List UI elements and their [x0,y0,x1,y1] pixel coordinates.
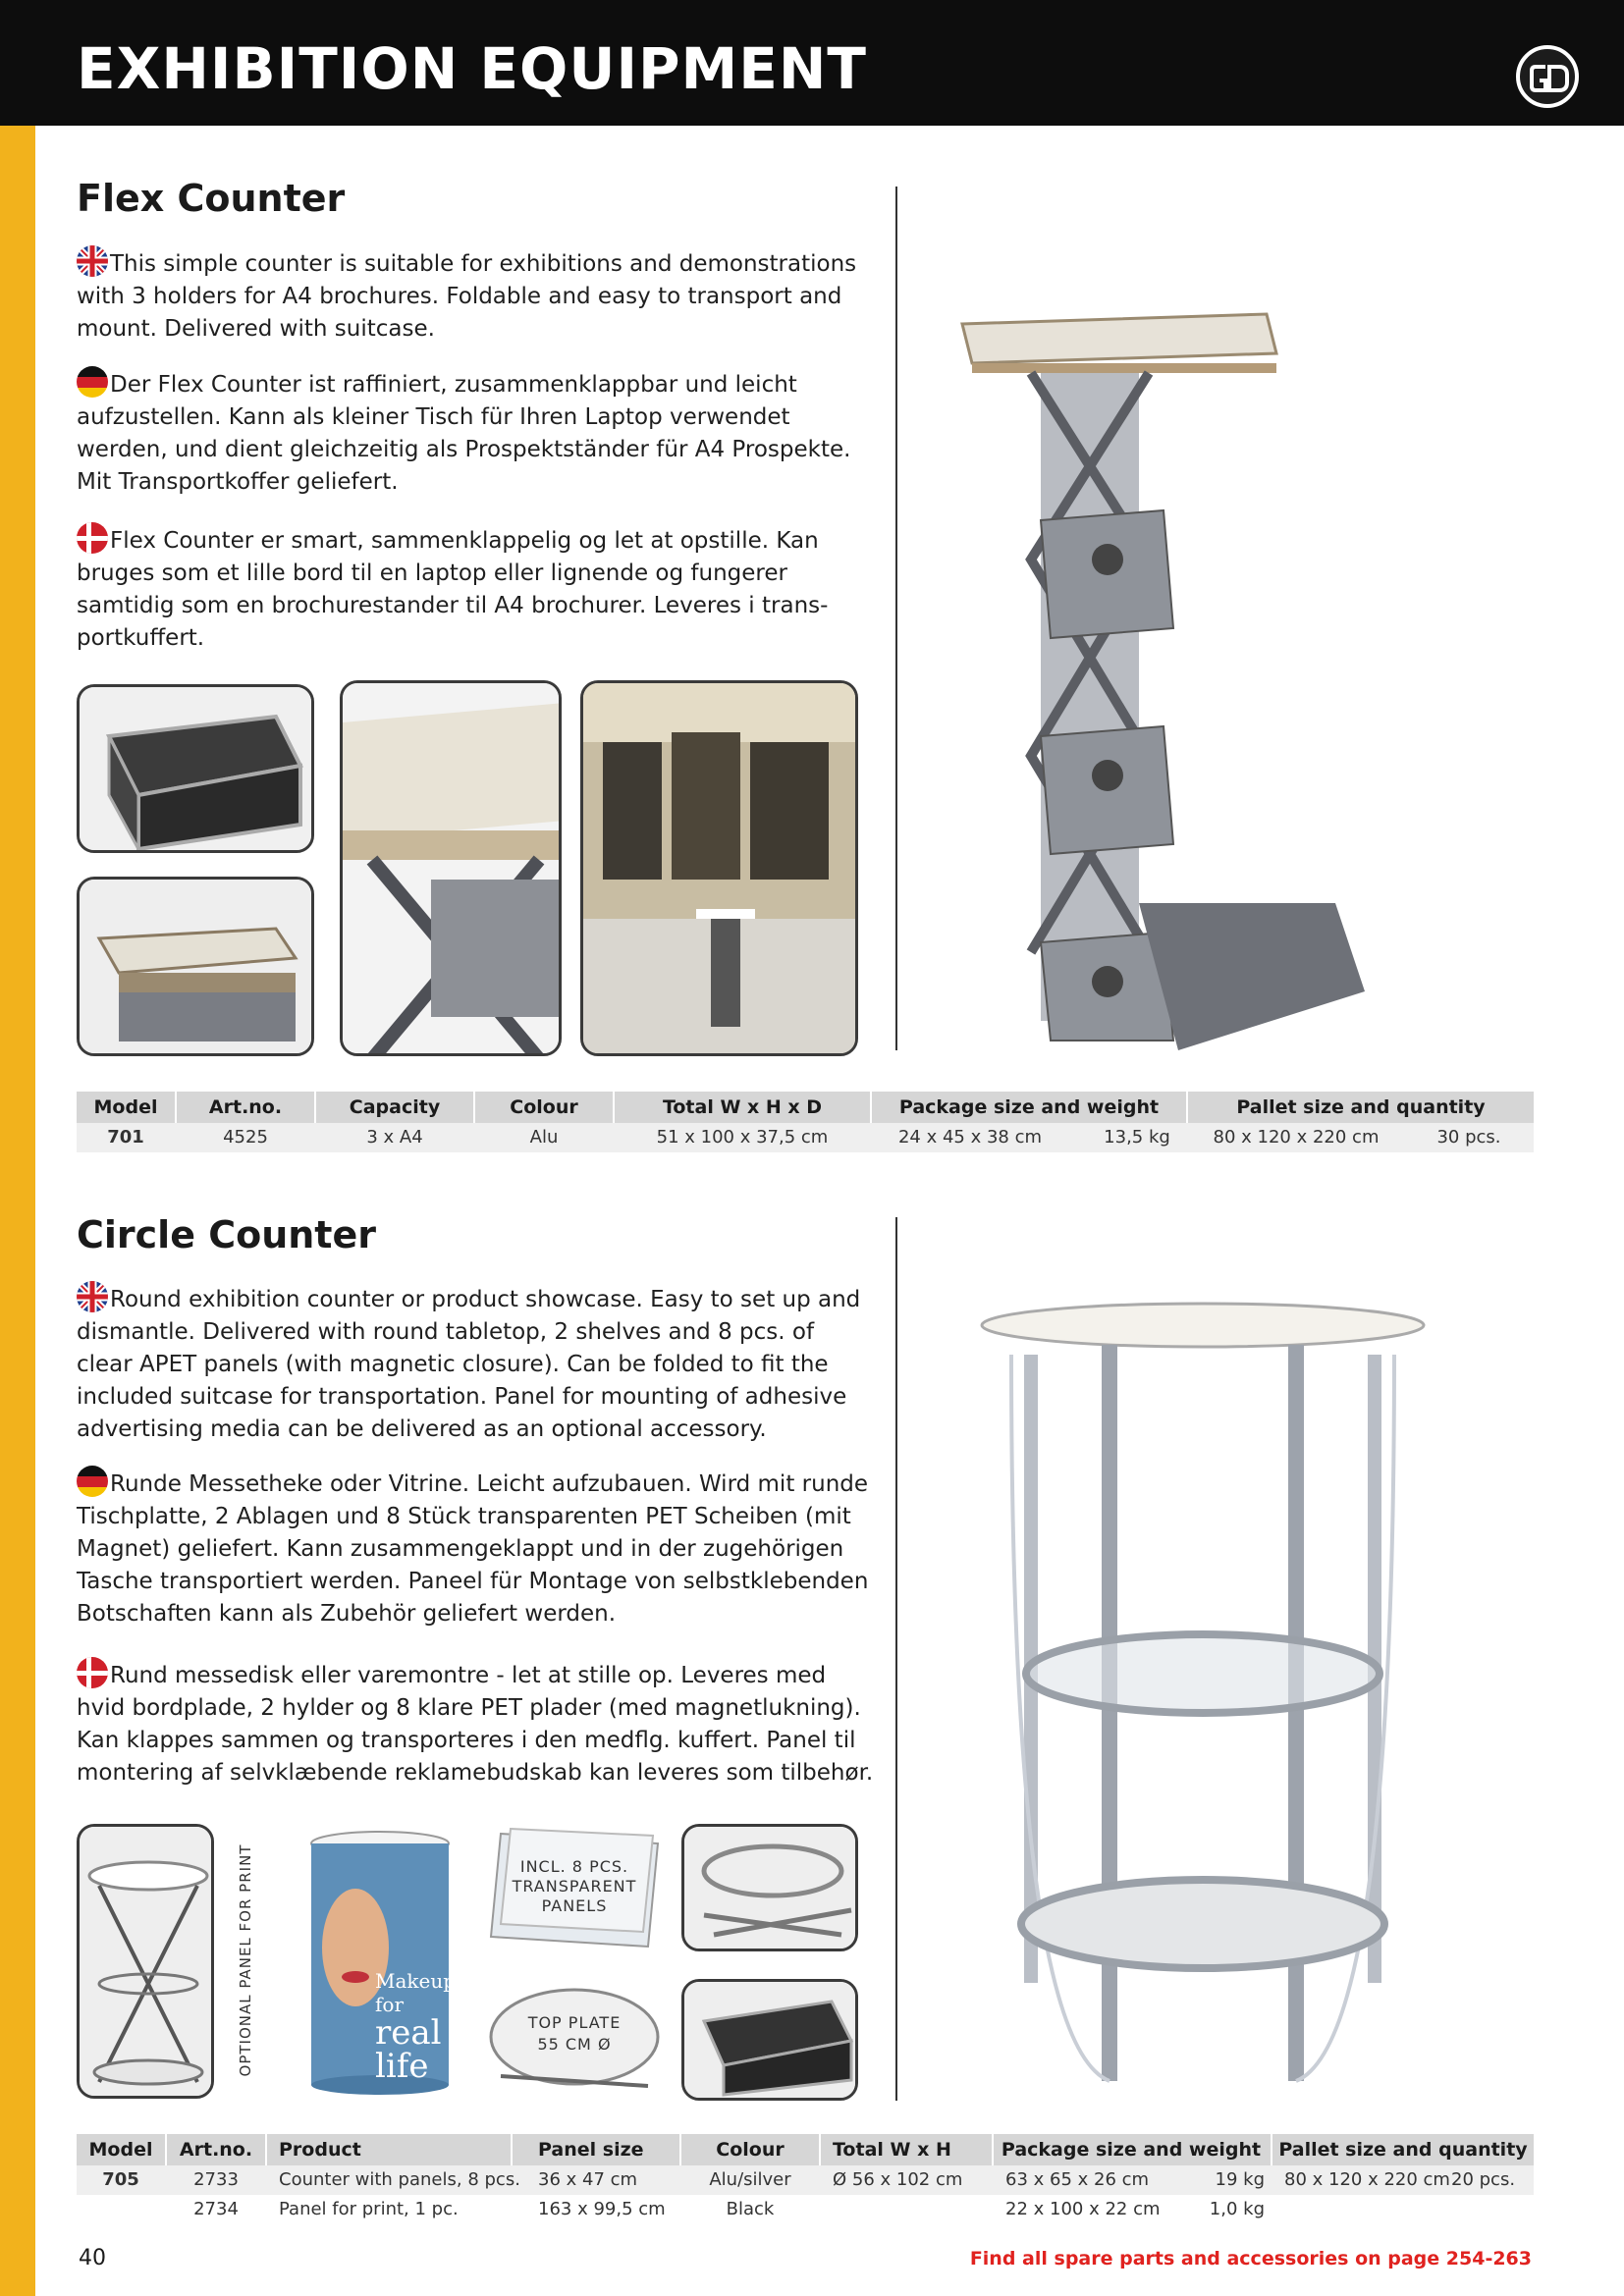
page-number: 40 [79,2246,106,2270]
panels-caption-line: INCL. 8 PCS. [519,1857,629,1876]
flex-suitcase-thumbnail [77,684,314,853]
flex-dk-text: Flex Counter er smart, sammenklappelig og let at opstille. Kan bruges som et lille bord til en laptop eller lignende og fungerer samtidig som en brochurestander til A4 brochurer. Leveres i trans-portkuffert. [77,528,829,651]
top-plate-caption-line: 55 CM Ø [537,2035,612,2054]
flex-folded-thumbnail [77,877,314,1056]
transparent-panels-image [481,1824,668,1951]
circle-table-header-row [77,2134,1534,2165]
circle-counter-title: Circle Counter [77,1213,376,1256]
header-model: Model [88,2139,153,2161]
top-plate-caption-line: TOP PLATE [527,2013,622,2032]
cell-model: 705 [102,2169,139,2190]
cell-pallet-size: 80 x 120 x 220 cm [1284,2169,1450,2190]
cell-total: Ø 56 x 102 cm [833,2169,963,2190]
circle-dk-paragraph [77,1657,877,1789]
cell-artno: 4525 [223,1127,268,1148]
header-package: Package size and weight [1001,2139,1262,2161]
cell-package-weight: 1,0 kg [1209,2199,1265,2219]
uk-flag-icon [77,1281,108,1312]
circle-suitcase-thumbnail [681,1979,858,2101]
cell-panel-size: 163 x 99,5 cm [538,2199,666,2219]
banner-word: life [375,2047,429,2086]
header-model: Model [93,1096,158,1118]
cell-product: Counter with panels, 8 pcs. [279,2169,520,2190]
page-header [0,0,1624,126]
header-pallet: Pallet size and quantity [1236,1096,1486,1118]
circle-de-text: Runde Messetheke oder Vitrine. Leicht aufzubauen. Wird mit runde Tischplatte, 2 Ablagen und 8 Stück transparenten PET Scheiben (mit Magnet) geliefert. Kann zusammengeklappt und in der zugehörigen Tasche transportiert werden. Paneel für Montage von selbstklebenden Botschaften kann als Zubehör geliefert werden. [77,1471,869,1627]
circle-en-paragraph [77,1281,877,1446]
danish-flag-icon [77,1657,108,1688]
banner-word: Makeup [375,1969,457,1993]
circle-folded-frame-thumbnail [681,1824,858,1951]
cell-capacity: 3 x A4 [366,1127,423,1148]
cell-package-weight: 13,5 kg [1104,1127,1170,1148]
circle-counter-main-image [972,1296,1434,2101]
banner-word: real [375,2013,442,2053]
header-capacity: Capacity [349,1096,441,1118]
german-flag-icon [77,366,108,398]
optional-panel-caption: OPTIONAL PANEL FOR PRINT [237,1843,254,2077]
cell-artno: 2733 [193,2169,239,2190]
cell-model [77,2195,165,2224]
header-total: Total W x H x D [662,1096,823,1118]
cell-artno: 2734 [193,2199,239,2219]
header-colour: Colour [510,1096,578,1118]
uk-flag-icon [77,245,108,277]
cell-total: 51 x 100 x 37,5 cm [656,1127,829,1148]
optional-panel-image [228,1824,456,2101]
column-divider [895,1217,897,2101]
cell-colour: Alu [529,1127,559,1148]
panels-caption-line: TRANSPARENT [512,1877,637,1896]
table-row [77,1123,1534,1152]
header-panel-size: Panel size [538,2139,644,2161]
flex-table-header-row [77,1092,1534,1123]
danish-flag-icon [77,522,108,554]
table-row [77,2195,1534,2224]
cell-package-weight: 19 kg [1215,2169,1265,2190]
header-product: Product [279,2139,361,2161]
panels-caption-line: PANELS [541,1896,608,1915]
header-total: Total W x H [833,2139,951,2161]
header-artno: Art.no. [179,2139,253,2161]
page-title: EXHIBITION EQUIPMENT [77,35,867,102]
cell-product: Panel for print, 1 pc. [279,2199,459,2219]
cell-pallet-qty: 30 pcs. [1436,1127,1501,1148]
circle-de-paragraph [77,1466,877,1630]
table-row [77,2165,1534,2195]
flex-spec-table [77,1092,1534,1152]
cell-colour: Alu/silver [709,2169,791,2190]
header-package: Package size and weight [898,1096,1160,1118]
flex-en-paragraph [77,245,872,346]
circle-dk-text: Rund messedisk eller varemontre - let at stille op. Leveres med hvid bordplade, 2 hylder og 8 klare PET plader (med magnetlukning). Kan klappes sammen og transporteres i den medflg. kuffert. Panel til montering af selvklæbende reklamebudskab kan leveres som tilbehør. [77,1663,874,1786]
header-artno: Art.no. [208,1096,283,1118]
cell-pallet-size: 80 x 120 x 220 cm [1213,1127,1380,1148]
banner-text [375,1969,457,2086]
flex-de-paragraph [77,366,872,499]
flex-counter-main-image [943,265,1384,1050]
cell-model: 701 [107,1127,144,1148]
flex-en-text: This simple counter is suitable for exhibitions and demonstrations with 3 holders for A4 brochures. Foldable and easy to transport and mount. Delivered with suitcase. [77,251,857,342]
cell-pallet-qty [1451,2195,1534,2224]
cell-package-size: 24 x 45 x 38 cm [897,1127,1043,1148]
header-colour: Colour [716,2139,785,2161]
cell-pallet-qty: 20 pcs. [1451,2169,1516,2190]
cell-package-size: 63 x 65 x 26 cm [1005,2169,1150,2190]
cell-package-size: 22 x 100 x 22 cm [1005,2199,1161,2219]
circle-frame-thumbnail [77,1824,214,2099]
cell-pallet-size [1284,2195,1451,2224]
gd-logo-icon [1516,45,1579,108]
banner-word: for [375,1993,405,2016]
flex-counter-title: Flex Counter [77,177,346,220]
cell-colour: Black [726,2199,775,2219]
accent-side-bar [0,126,35,2296]
flex-exhibition-photo-thumbnail [580,680,858,1056]
flex-tabletop-detail-thumbnail [340,680,562,1056]
cell-panel-size: 36 x 47 cm [538,2169,638,2190]
header-pallet: Pallet size and quantity [1278,2139,1528,2161]
german-flag-icon [77,1466,108,1497]
flex-dk-paragraph [77,522,872,655]
cell-total [833,2195,990,2224]
top-plate-image [481,1983,668,2101]
spare-parts-note: Find all spare parts and accessories on page 254-263 [969,2248,1532,2269]
circle-en-text: Round exhibition counter or product showcase. Easy to set up and dismantle. Delivered with round tabletop, 2 shelves and 8 pcs. of clear APET panels (with magnetic closure). Can be folded to fit the included suitcase for transportation. Panel for mounting of adhesive advertising media can be delivered as an optional accessory. [77,1287,861,1442]
flex-de-text: Der Flex Counter ist raffiniert, zusammenklappbar und leicht aufzustellen. Kann als kleiner Tisch für Ihren Laptop verwendet werden, und dient gleichzeitig als Prospektständer für A4 Prospekte. Mit Transportkoffer geliefert. [77,372,851,495]
circle-spec-table [77,2134,1534,2224]
column-divider [895,187,897,1050]
